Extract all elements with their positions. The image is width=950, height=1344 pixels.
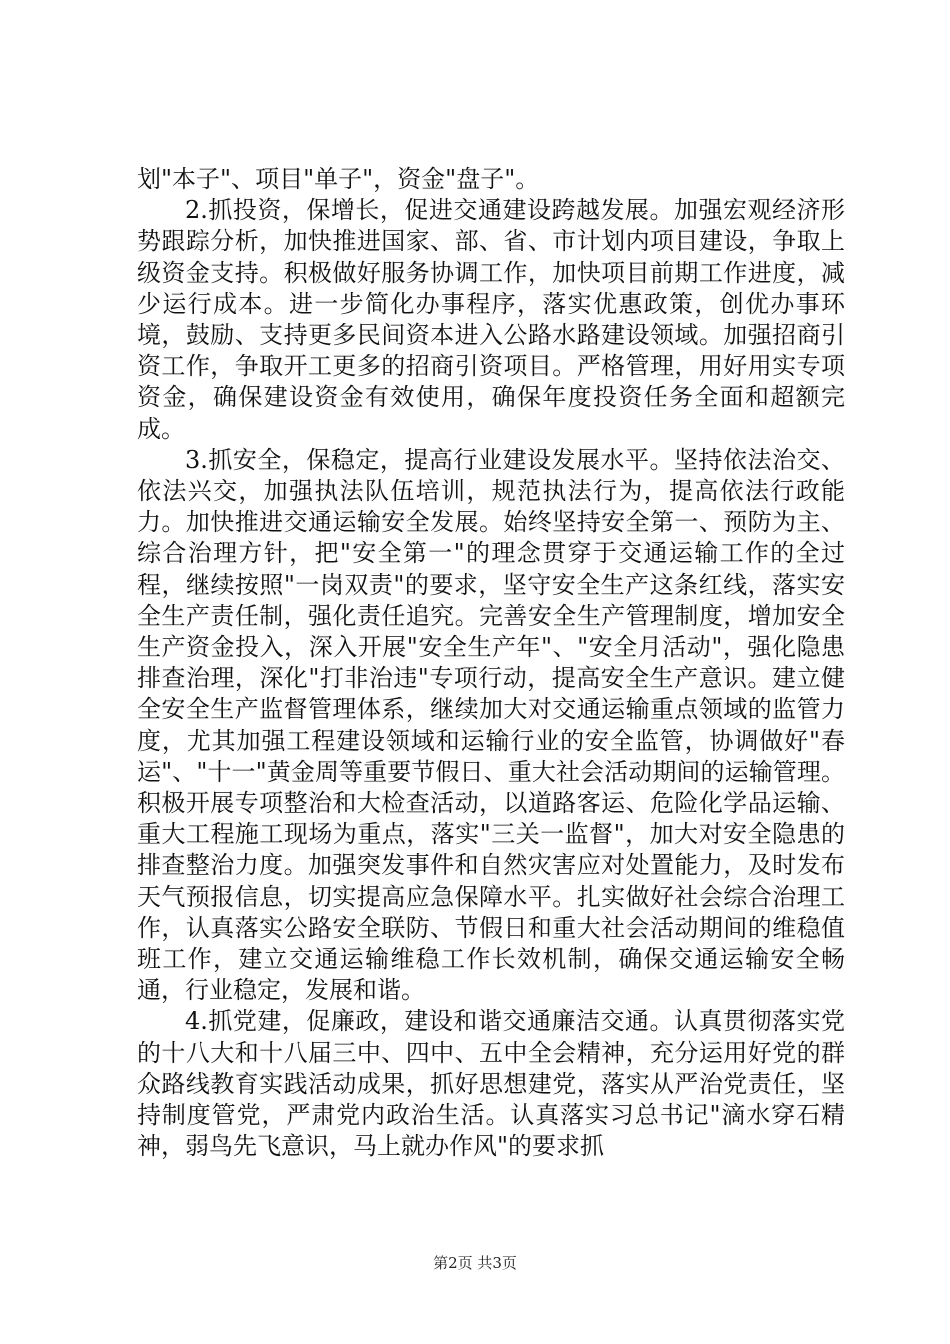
paragraph-continuation: 划"本子"、项目"单子"，资金"盘子"。	[137, 165, 540, 193]
page-footer	[0, 1252, 950, 1273]
page-number-label: 第2页 共3页	[433, 1254, 517, 1272]
paragraph-item-4: 4.抓党建，促廉政，建设和谐交通廉洁交通。认真贯彻落实党的十八大和十八届三中、四中、五中全会精神，充分运用好党的群众路线教育实践活动成果，抓好思想建党，落实从严治党责任，坚持制度管党，严肃党内政治生活。认真落实习总书记"滴水穿石精神，弱鸟先飞意识，马上就办作风"的要求抓	[137, 1007, 845, 1161]
document-body	[137, 164, 845, 1163]
paragraph-item-2: 2.抓投资，保增长，促进交通建设跨越发展。加强宏观经济形势跟踪分析，加快推进国家、部、省、市计划内项目建设，争取上级资金支持。积极做好服务协调工作，加快项目前期工作进度，减少运行成本。进一步简化办事程序，落实优惠政策，创优办事环境，鼓励、支持更多民间资本进入公路水路建设领域。加强招商引资工作，争取开工更多的招商引资项目。严格管理，用好用实专项资金，确保建设资金有效使用，确保年度投资任务全面和超额完成。	[137, 196, 845, 443]
paragraph-item-3: 3.抓安全，保稳定，提高行业建设发展水平。坚持依法治交、依法兴交，加强执法队伍培训，规范执法行为，提高依法行政能力。加快推进交通运输安全发展。始终坚持安全第一、预防为主、综合治理方针，把"安全第一"的理念贯穿于交通运输工作的全过程，继续按照"一岗双责"的要求，坚守安全生产这条红线，落实安全生产责任制，强化责任追究。完善安全生产管理制度，增加安全生产资金投入，深入开展"安全生产年"、"安全月活动"，强化隐患排查治理，深化"打非治违"专项行动，提高安全生产意识。建立健全安全生产监督管理体系，继续加大对交通运输重点领域的监管力度，尤其加强工程建设领域和运输行业的安全监管，协调做好"春运"、"十一"黄金周等重要节假日、重大社会活动期间的运输管理。积极开展专项整治和大检查活动，以道路客运、危险化学品运输、重大工程施工现场为重点，落实"三关一监督"，加大对安全隐患的排查整治力度。加强突发事件和自然灾害应对处置能力，及时发布天气预报信息，切实提高应急保障水平。扎实做好社会综合治理工作，认真落实公路安全联防、节假日和重大社会活动期间的维稳值班工作，建立交通运输维稳工作长效机制，确保交通运输安全畅通，行业稳定，发展和谐。	[137, 445, 845, 1005]
